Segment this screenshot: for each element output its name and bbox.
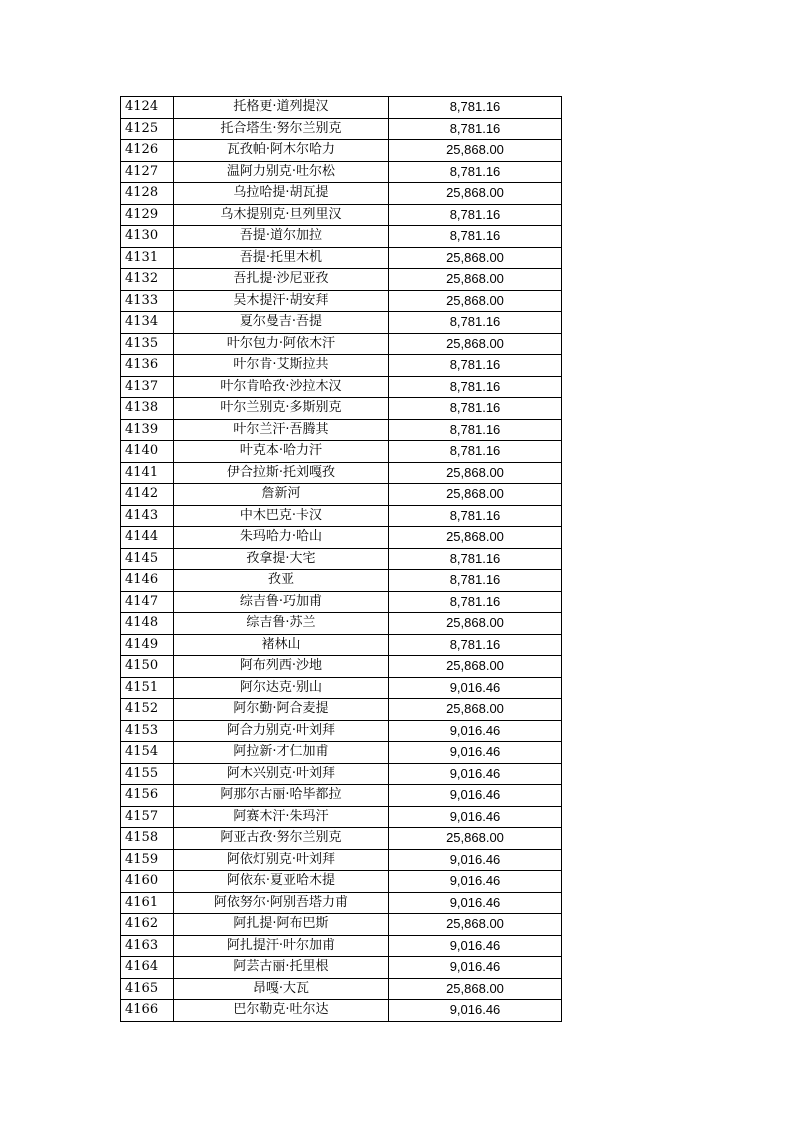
amount-cell: 25,868.00 — [389, 699, 562, 721]
name-cell: 阿依灯别克·叶刘拜 — [174, 849, 389, 871]
table-row — [121, 355, 562, 377]
name-cell: 托格更·道列提汉 — [174, 97, 389, 119]
table-row — [121, 957, 562, 979]
row-number-cell: 4152 — [121, 699, 174, 721]
amount-cell: 8,781.16 — [389, 204, 562, 226]
amount-cell: 8,781.16 — [389, 312, 562, 334]
name-cell: 托合塔生·努尔兰别克 — [174, 118, 389, 140]
table-row — [121, 376, 562, 398]
amount-cell: 8,781.16 — [389, 419, 562, 441]
row-number-cell: 4125 — [121, 118, 174, 140]
amount-cell: 8,781.16 — [389, 398, 562, 420]
row-number-cell: 4145 — [121, 548, 174, 570]
table-row — [121, 806, 562, 828]
table-row — [121, 226, 562, 248]
table-row — [121, 161, 562, 183]
row-number-cell: 4163 — [121, 935, 174, 957]
amount-cell: 8,781.16 — [389, 505, 562, 527]
row-number-cell: 4141 — [121, 462, 174, 484]
amount-cell: 25,868.00 — [389, 978, 562, 1000]
amount-cell: 8,781.16 — [389, 570, 562, 592]
name-cell: 阿扎提汗·叶尔加甫 — [174, 935, 389, 957]
table-row — [121, 849, 562, 871]
amount-cell: 8,781.16 — [389, 226, 562, 248]
row-number-cell: 4154 — [121, 742, 174, 764]
table-row — [121, 763, 562, 785]
name-cell: 阿木兴别克·叶刘拜 — [174, 763, 389, 785]
name-cell: 朱玛哈力·哈山 — [174, 527, 389, 549]
name-cell: 阿芸古丽·托里根 — [174, 957, 389, 979]
amount-cell: 25,868.00 — [389, 613, 562, 635]
table-row — [121, 871, 562, 893]
name-cell: 叶尔兰汗·吾腾其 — [174, 419, 389, 441]
amount-cell: 25,868.00 — [389, 290, 562, 312]
name-cell: 阿尔达克·别山 — [174, 677, 389, 699]
row-number-cell: 4156 — [121, 785, 174, 807]
table-row — [121, 183, 562, 205]
amount-cell: 9,016.46 — [389, 742, 562, 764]
amount-cell: 8,781.16 — [389, 161, 562, 183]
table-row — [121, 484, 562, 506]
amount-cell: 8,781.16 — [389, 634, 562, 656]
row-number-cell: 4142 — [121, 484, 174, 506]
amount-cell: 25,868.00 — [389, 527, 562, 549]
amount-cell: 9,016.46 — [389, 871, 562, 893]
amount-cell: 8,781.16 — [389, 97, 562, 119]
table-row — [121, 656, 562, 678]
amount-cell: 9,016.46 — [389, 849, 562, 871]
amount-cell: 8,781.16 — [389, 355, 562, 377]
name-cell: 综吉鲁·巧加甫 — [174, 591, 389, 613]
name-cell: 阿依东·夏亚哈木提 — [174, 871, 389, 893]
name-cell: 阿布列西·沙地 — [174, 656, 389, 678]
name-cell: 叶尔兰别克·多斯别克 — [174, 398, 389, 420]
name-cell: 阿拉新·才仁加甫 — [174, 742, 389, 764]
amount-cell: 9,016.46 — [389, 763, 562, 785]
name-cell: 乌拉哈提·胡瓦提 — [174, 183, 389, 205]
table-row — [121, 505, 562, 527]
row-number-cell: 4143 — [121, 505, 174, 527]
row-number-cell: 4155 — [121, 763, 174, 785]
row-number-cell: 4131 — [121, 247, 174, 269]
name-cell: 阿亚古孜·努尔兰别克 — [174, 828, 389, 850]
table-row — [121, 548, 562, 570]
table-row — [121, 247, 562, 269]
table-row — [121, 140, 562, 162]
row-number-cell: 4157 — [121, 806, 174, 828]
table-row — [121, 785, 562, 807]
amount-cell: 25,868.00 — [389, 333, 562, 355]
table-row — [121, 935, 562, 957]
row-number-cell: 4150 — [121, 656, 174, 678]
table-row — [121, 204, 562, 226]
row-number-cell: 4149 — [121, 634, 174, 656]
table-row — [121, 312, 562, 334]
amount-cell: 9,016.46 — [389, 1000, 562, 1022]
row-number-cell: 4130 — [121, 226, 174, 248]
name-cell: 综吉鲁·苏兰 — [174, 613, 389, 635]
row-number-cell: 4166 — [121, 1000, 174, 1022]
table-row — [121, 914, 562, 936]
table-row — [121, 269, 562, 291]
table-row — [121, 1000, 562, 1022]
amount-cell: 9,016.46 — [389, 806, 562, 828]
table-row — [121, 333, 562, 355]
row-number-cell: 4158 — [121, 828, 174, 850]
table-row — [121, 118, 562, 140]
amount-cell: 25,868.00 — [389, 269, 562, 291]
table-row — [121, 634, 562, 656]
row-number-cell: 4148 — [121, 613, 174, 635]
table-body — [121, 97, 562, 1022]
amount-cell: 9,016.46 — [389, 720, 562, 742]
row-number-cell: 4129 — [121, 204, 174, 226]
table-row — [121, 398, 562, 420]
table-row — [121, 570, 562, 592]
row-number-cell: 4161 — [121, 892, 174, 914]
name-cell: 夏尔曼吉·吾提 — [174, 312, 389, 334]
name-cell: 乌木提别克·旦列里汉 — [174, 204, 389, 226]
amount-cell: 9,016.46 — [389, 785, 562, 807]
row-number-cell: 4128 — [121, 183, 174, 205]
row-number-cell: 4132 — [121, 269, 174, 291]
row-number-cell: 4139 — [121, 419, 174, 441]
amount-cell: 25,868.00 — [389, 183, 562, 205]
name-cell: 阿尔勤·阿合麦提 — [174, 699, 389, 721]
name-cell: 阿那尔古丽·哈毕都拉 — [174, 785, 389, 807]
table-row — [121, 677, 562, 699]
amount-cell: 9,016.46 — [389, 892, 562, 914]
table-row — [121, 591, 562, 613]
name-cell: 伊合拉斯·托刘嘎孜 — [174, 462, 389, 484]
name-cell: 昂嘎·大瓦 — [174, 978, 389, 1000]
table-row — [121, 527, 562, 549]
row-number-cell: 4144 — [121, 527, 174, 549]
row-number-cell: 4126 — [121, 140, 174, 162]
name-cell: 中木巴克·卡汉 — [174, 505, 389, 527]
name-cell: 吾提·道尔加拉 — [174, 226, 389, 248]
name-cell: 吾扎提·沙尼亚孜 — [174, 269, 389, 291]
amount-cell: 25,868.00 — [389, 462, 562, 484]
name-cell: 温阿力别克·吐尔松 — [174, 161, 389, 183]
table-row — [121, 742, 562, 764]
table-row — [121, 97, 562, 119]
name-cell: 孜亚 — [174, 570, 389, 592]
table-row — [121, 462, 562, 484]
amount-cell: 25,868.00 — [389, 656, 562, 678]
row-number-cell: 4127 — [121, 161, 174, 183]
table-row — [121, 290, 562, 312]
name-cell: 褚林山 — [174, 634, 389, 656]
table-row — [121, 613, 562, 635]
row-number-cell: 4124 — [121, 97, 174, 119]
table-row — [121, 419, 562, 441]
amount-cell: 25,868.00 — [389, 140, 562, 162]
payment-table — [120, 96, 562, 1022]
name-cell: 吴木提汗·胡安拜 — [174, 290, 389, 312]
name-cell: 叶克本·哈力汗 — [174, 441, 389, 463]
amount-cell: 8,781.16 — [389, 118, 562, 140]
amount-cell: 8,781.16 — [389, 376, 562, 398]
row-number-cell: 4165 — [121, 978, 174, 1000]
name-cell: 巴尔勒克·吐尔达 — [174, 1000, 389, 1022]
table-row — [121, 699, 562, 721]
name-cell: 阿合力别克·叶刘拜 — [174, 720, 389, 742]
amount-cell: 9,016.46 — [389, 677, 562, 699]
amount-cell: 8,781.16 — [389, 548, 562, 570]
table-row — [121, 720, 562, 742]
row-number-cell: 4162 — [121, 914, 174, 936]
row-number-cell: 4164 — [121, 957, 174, 979]
row-number-cell: 4134 — [121, 312, 174, 334]
row-number-cell: 4147 — [121, 591, 174, 613]
amount-cell: 9,016.46 — [389, 957, 562, 979]
row-number-cell: 4133 — [121, 290, 174, 312]
amount-cell: 8,781.16 — [389, 441, 562, 463]
table-row — [121, 441, 562, 463]
table-row — [121, 892, 562, 914]
name-cell: 阿赛木汗·朱玛汗 — [174, 806, 389, 828]
amount-cell: 25,868.00 — [389, 914, 562, 936]
amount-cell: 8,781.16 — [389, 591, 562, 613]
amount-cell: 25,868.00 — [389, 247, 562, 269]
name-cell: 叶尔包力·阿依木汗 — [174, 333, 389, 355]
name-cell: 吾提·托里木机 — [174, 247, 389, 269]
row-number-cell: 4146 — [121, 570, 174, 592]
table-row — [121, 828, 562, 850]
row-number-cell: 4135 — [121, 333, 174, 355]
row-number-cell: 4153 — [121, 720, 174, 742]
row-number-cell: 4138 — [121, 398, 174, 420]
amount-cell: 9,016.46 — [389, 935, 562, 957]
name-cell: 阿依努尔·阿别吾塔力甫 — [174, 892, 389, 914]
row-number-cell: 4160 — [121, 871, 174, 893]
amount-cell: 25,868.00 — [389, 484, 562, 506]
name-cell: 瓦孜帕·阿木尔哈力 — [174, 140, 389, 162]
name-cell: 阿扎提·阿布巴斯 — [174, 914, 389, 936]
name-cell: 叶尔肯·艾斯拉共 — [174, 355, 389, 377]
name-cell: 叶尔肯哈孜·沙拉木汉 — [174, 376, 389, 398]
row-number-cell: 4159 — [121, 849, 174, 871]
name-cell: 孜拿提·大宅 — [174, 548, 389, 570]
row-number-cell: 4137 — [121, 376, 174, 398]
table-row — [121, 978, 562, 1000]
amount-cell: 25,868.00 — [389, 828, 562, 850]
name-cell: 詹新河 — [174, 484, 389, 506]
row-number-cell: 4136 — [121, 355, 174, 377]
row-number-cell: 4140 — [121, 441, 174, 463]
row-number-cell: 4151 — [121, 677, 174, 699]
